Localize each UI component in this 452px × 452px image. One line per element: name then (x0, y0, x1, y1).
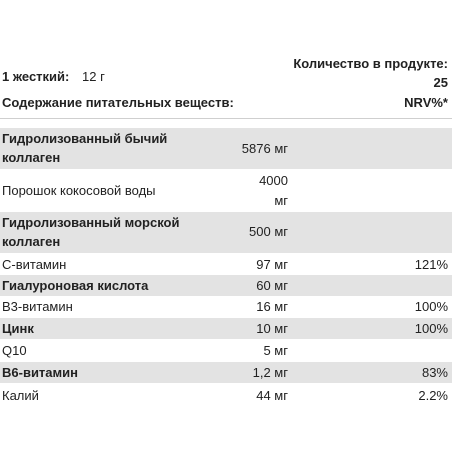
row-name: Цинк (2, 321, 34, 336)
row-amount: 5876 мг (241, 141, 288, 156)
row-amount: 10 мг (256, 321, 288, 336)
row-amount: 60 мг (256, 278, 288, 293)
serving-value: 12 г (82, 69, 105, 84)
row-name: Гиалуроновая кислота (2, 278, 149, 293)
row-name: В6-витамин (2, 365, 78, 380)
row-name-line2: коллаген (2, 234, 61, 249)
table-row (0, 170, 452, 211)
header-divider (0, 118, 452, 119)
table-row (0, 318, 452, 339)
row-name-line1: Гидролизованный бычий (2, 131, 168, 146)
row-amount: 16 мг (256, 299, 288, 314)
row-name: Порошок кокосовой воды (2, 183, 156, 198)
table-row (0, 128, 452, 169)
row-name: Q10 (2, 343, 27, 358)
nrv-label: NRV%* (404, 95, 448, 110)
row-name: В3-витамин (2, 299, 73, 314)
table-row (0, 254, 452, 275)
row-nrv: 83% (421, 365, 448, 380)
nutrients-label: Содержание питательных веществ: (2, 95, 234, 110)
table-row (0, 296, 452, 317)
row-name: С-витамин (2, 257, 67, 272)
table-row (0, 275, 452, 296)
row-amount: 500 мг (249, 224, 288, 239)
row-amount: 44 мг (256, 388, 288, 403)
row-amount-line1: 4000 (259, 173, 288, 188)
table-row (0, 362, 452, 383)
row-amount-line2: мг (274, 193, 288, 208)
quantity-label: Количество в продукте: (293, 56, 448, 71)
serving-label: 1 жесткий: (2, 69, 70, 84)
row-name-line1: Гидролизованный морской (2, 215, 180, 230)
row-amount: 5 мг (263, 343, 288, 358)
row-nrv: 100% (414, 299, 448, 314)
table-row (0, 385, 452, 406)
row-nrv: 100% (414, 321, 448, 336)
table-row (0, 212, 452, 253)
table-row (0, 340, 452, 361)
row-amount: 1,2 мг (252, 365, 288, 380)
row-name: Калий (2, 388, 39, 403)
row-name-line2: коллаген (2, 150, 61, 165)
quantity-value: 25 (433, 75, 448, 90)
row-nrv: 2.2% (418, 388, 448, 403)
row-amount: 97 мг (256, 257, 288, 272)
row-nrv: 121% (414, 257, 448, 272)
